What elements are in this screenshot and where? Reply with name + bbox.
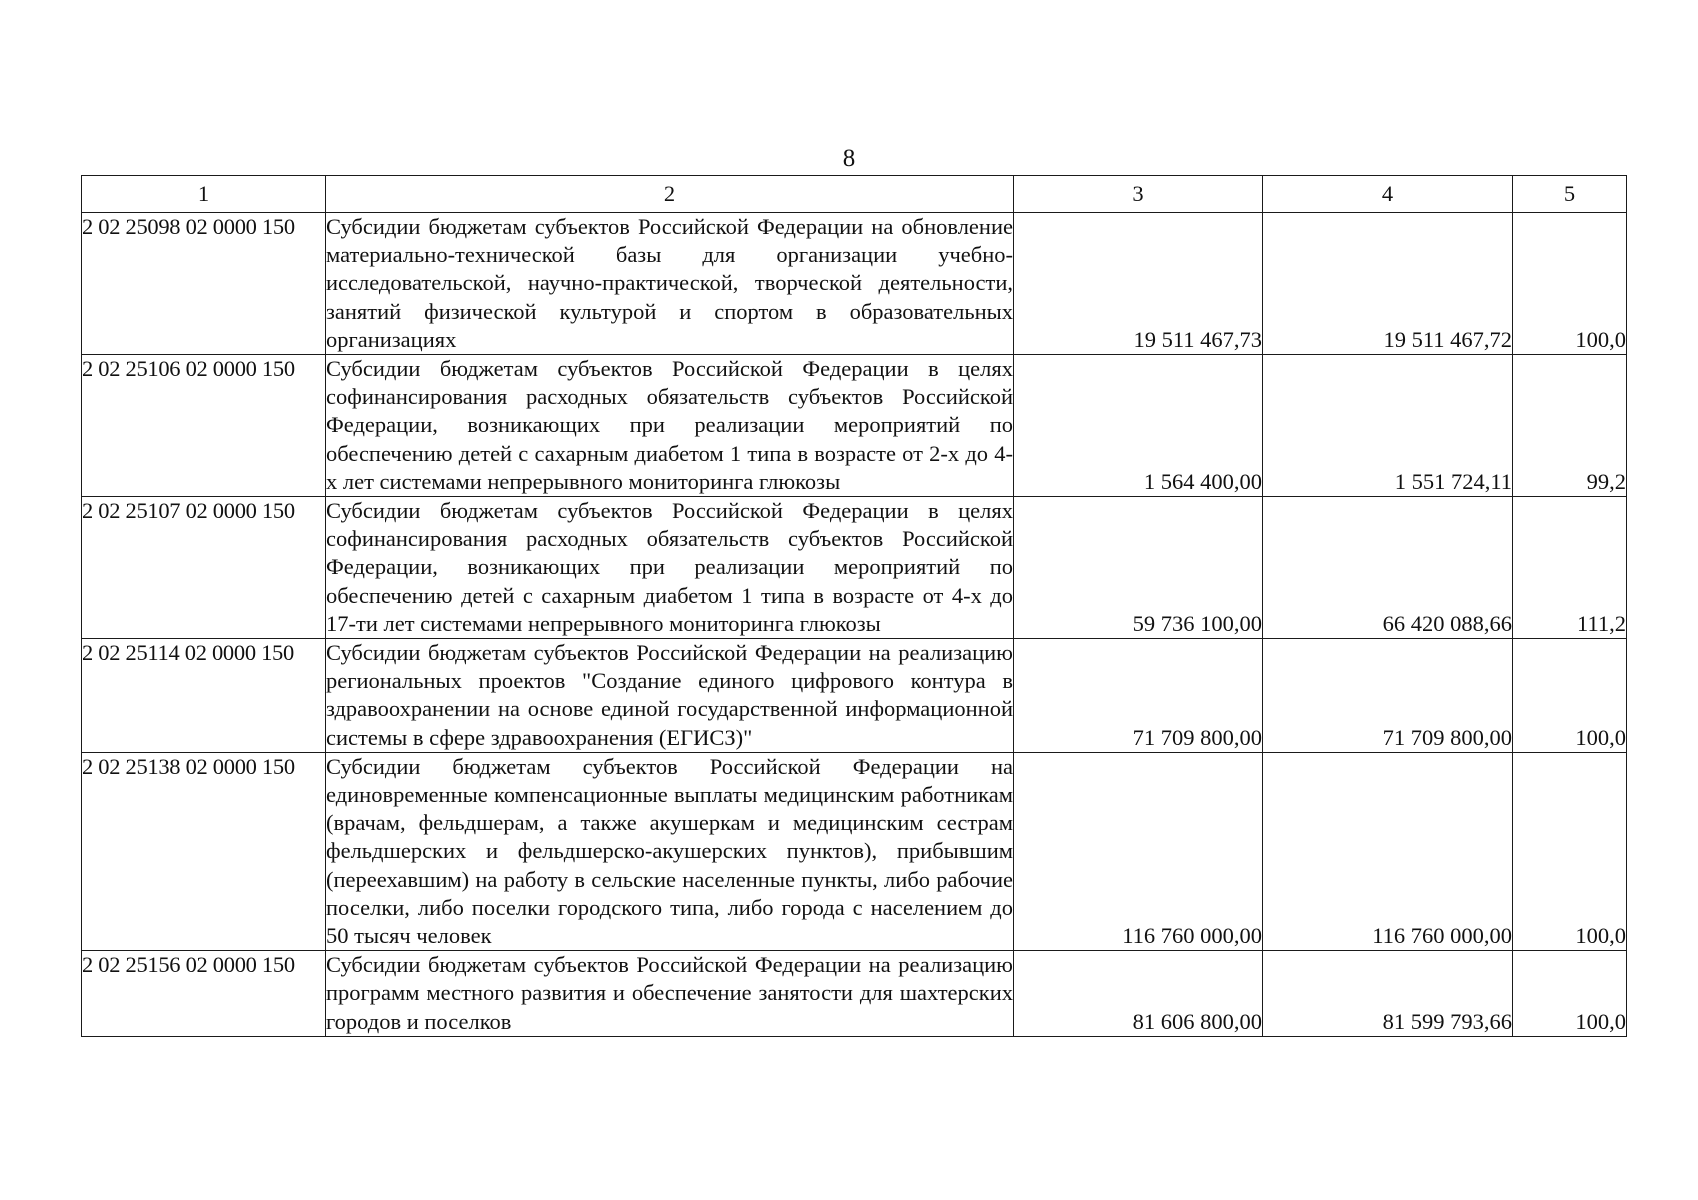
row-percent: 111,2 — [1513, 497, 1627, 639]
row-actual-amount: 116 760 000,00 — [1263, 752, 1513, 950]
row-planned-amount: 1 564 400,00 — [1014, 355, 1263, 497]
row-percent: 100,0 — [1513, 752, 1627, 950]
table-row — [82, 951, 1627, 1037]
row-code: 2 02 25156 02 0000 150 — [82, 951, 326, 1037]
row-percent: 100,0 — [1513, 639, 1627, 753]
row-actual-amount: 19 511 467,72 — [1263, 213, 1513, 355]
row-planned-amount: 19 511 467,73 — [1014, 213, 1263, 355]
row-percent: 99,2 — [1513, 355, 1627, 497]
row-description: Субсидии бюджетам субъектов Российской Федерации на реализацию программ местного развития и обеспечение занятости для шахтерских городов и поселков — [326, 951, 1014, 1037]
row-planned-amount: 59 736 100,00 — [1014, 497, 1263, 639]
page-number: 8 — [842, 145, 856, 172]
column-header-percent: 5 — [1513, 176, 1627, 213]
row-actual-amount: 81 599 793,66 — [1263, 951, 1513, 1037]
column-header-description: 2 — [326, 176, 1014, 213]
row-percent: 100,0 — [1513, 951, 1627, 1037]
row-code: 2 02 25106 02 0000 150 — [82, 355, 326, 497]
table-row — [82, 213, 1627, 355]
row-description: Субсидии бюджетам субъектов Российской Федерации на единовременные компенсационные выплаты медицинским работникам (врачам, фельдшерам, а также акушеркам и медицинским сестрам фельдшерских и фельдшерско-акушерских пунктов), прибывшим (переехавшим) на работу в сельские населенные пункты, либо рабочие поселки, либо поселки городского типа, либо города с населением до 50 тысяч человек — [326, 752, 1014, 950]
row-description: Субсидии бюджетам субъектов Российской Федерации в целях софинансирования расходных обязательств субъектов Российской Федерации, возникающих при реализации мероприятий по обеспечению детей с сахарным диабетом 1 типа в возрасте от 4-х до 17-ти лет системами непрерывного мониторинга глюкозы — [326, 497, 1014, 639]
row-code: 2 02 25107 02 0000 150 — [82, 497, 326, 639]
column-header-actual: 4 — [1263, 176, 1513, 213]
row-code: 2 02 25098 02 0000 150 — [82, 213, 326, 355]
table-row — [82, 752, 1627, 950]
row-planned-amount: 81 606 800,00 — [1014, 951, 1263, 1037]
row-actual-amount: 66 420 088,66 — [1263, 497, 1513, 639]
table-row — [82, 497, 1627, 639]
row-actual-amount: 1 551 724,11 — [1263, 355, 1513, 497]
table-row — [82, 639, 1627, 753]
column-header-planned: 3 — [1014, 176, 1263, 213]
row-actual-amount: 71 709 800,00 — [1263, 639, 1513, 753]
row-code: 2 02 25114 02 0000 150 — [82, 639, 326, 753]
row-code: 2 02 25138 02 0000 150 — [82, 752, 326, 950]
row-planned-amount: 71 709 800,00 — [1014, 639, 1263, 753]
row-percent: 100,0 — [1513, 213, 1627, 355]
row-description: Субсидии бюджетам субъектов Российской Федерации в целях софинансирования расходных обязательств субъектов Российской Федерации, возникающих при реализации мероприятий по обеспечению детей с сахарным диабетом 1 типа в возрасте от 2-х до 4-х лет системами непрерывного мониторинга глюкозы — [326, 355, 1014, 497]
table-header-row — [82, 176, 1627, 213]
row-planned-amount: 116 760 000,00 — [1014, 752, 1263, 950]
column-header-code: 1 — [82, 176, 326, 213]
row-description: Субсидии бюджетам субъектов Российской Федерации на обновление материально-технической базы для организации учебно-исследовательской, научно-практической, творческой деятельности, занятий физической культурой и спортом в образовательных организациях — [326, 213, 1014, 355]
row-description: Субсидии бюджетам субъектов Российской Федерации на реализацию региональных проектов "Создание единого цифрового контура в здравоохранении на основе единой государственной информационной системы в сфере здравоохранения (ЕГИСЗ)" — [326, 639, 1014, 753]
table-row — [82, 355, 1627, 497]
budget-table — [81, 175, 1627, 1037]
